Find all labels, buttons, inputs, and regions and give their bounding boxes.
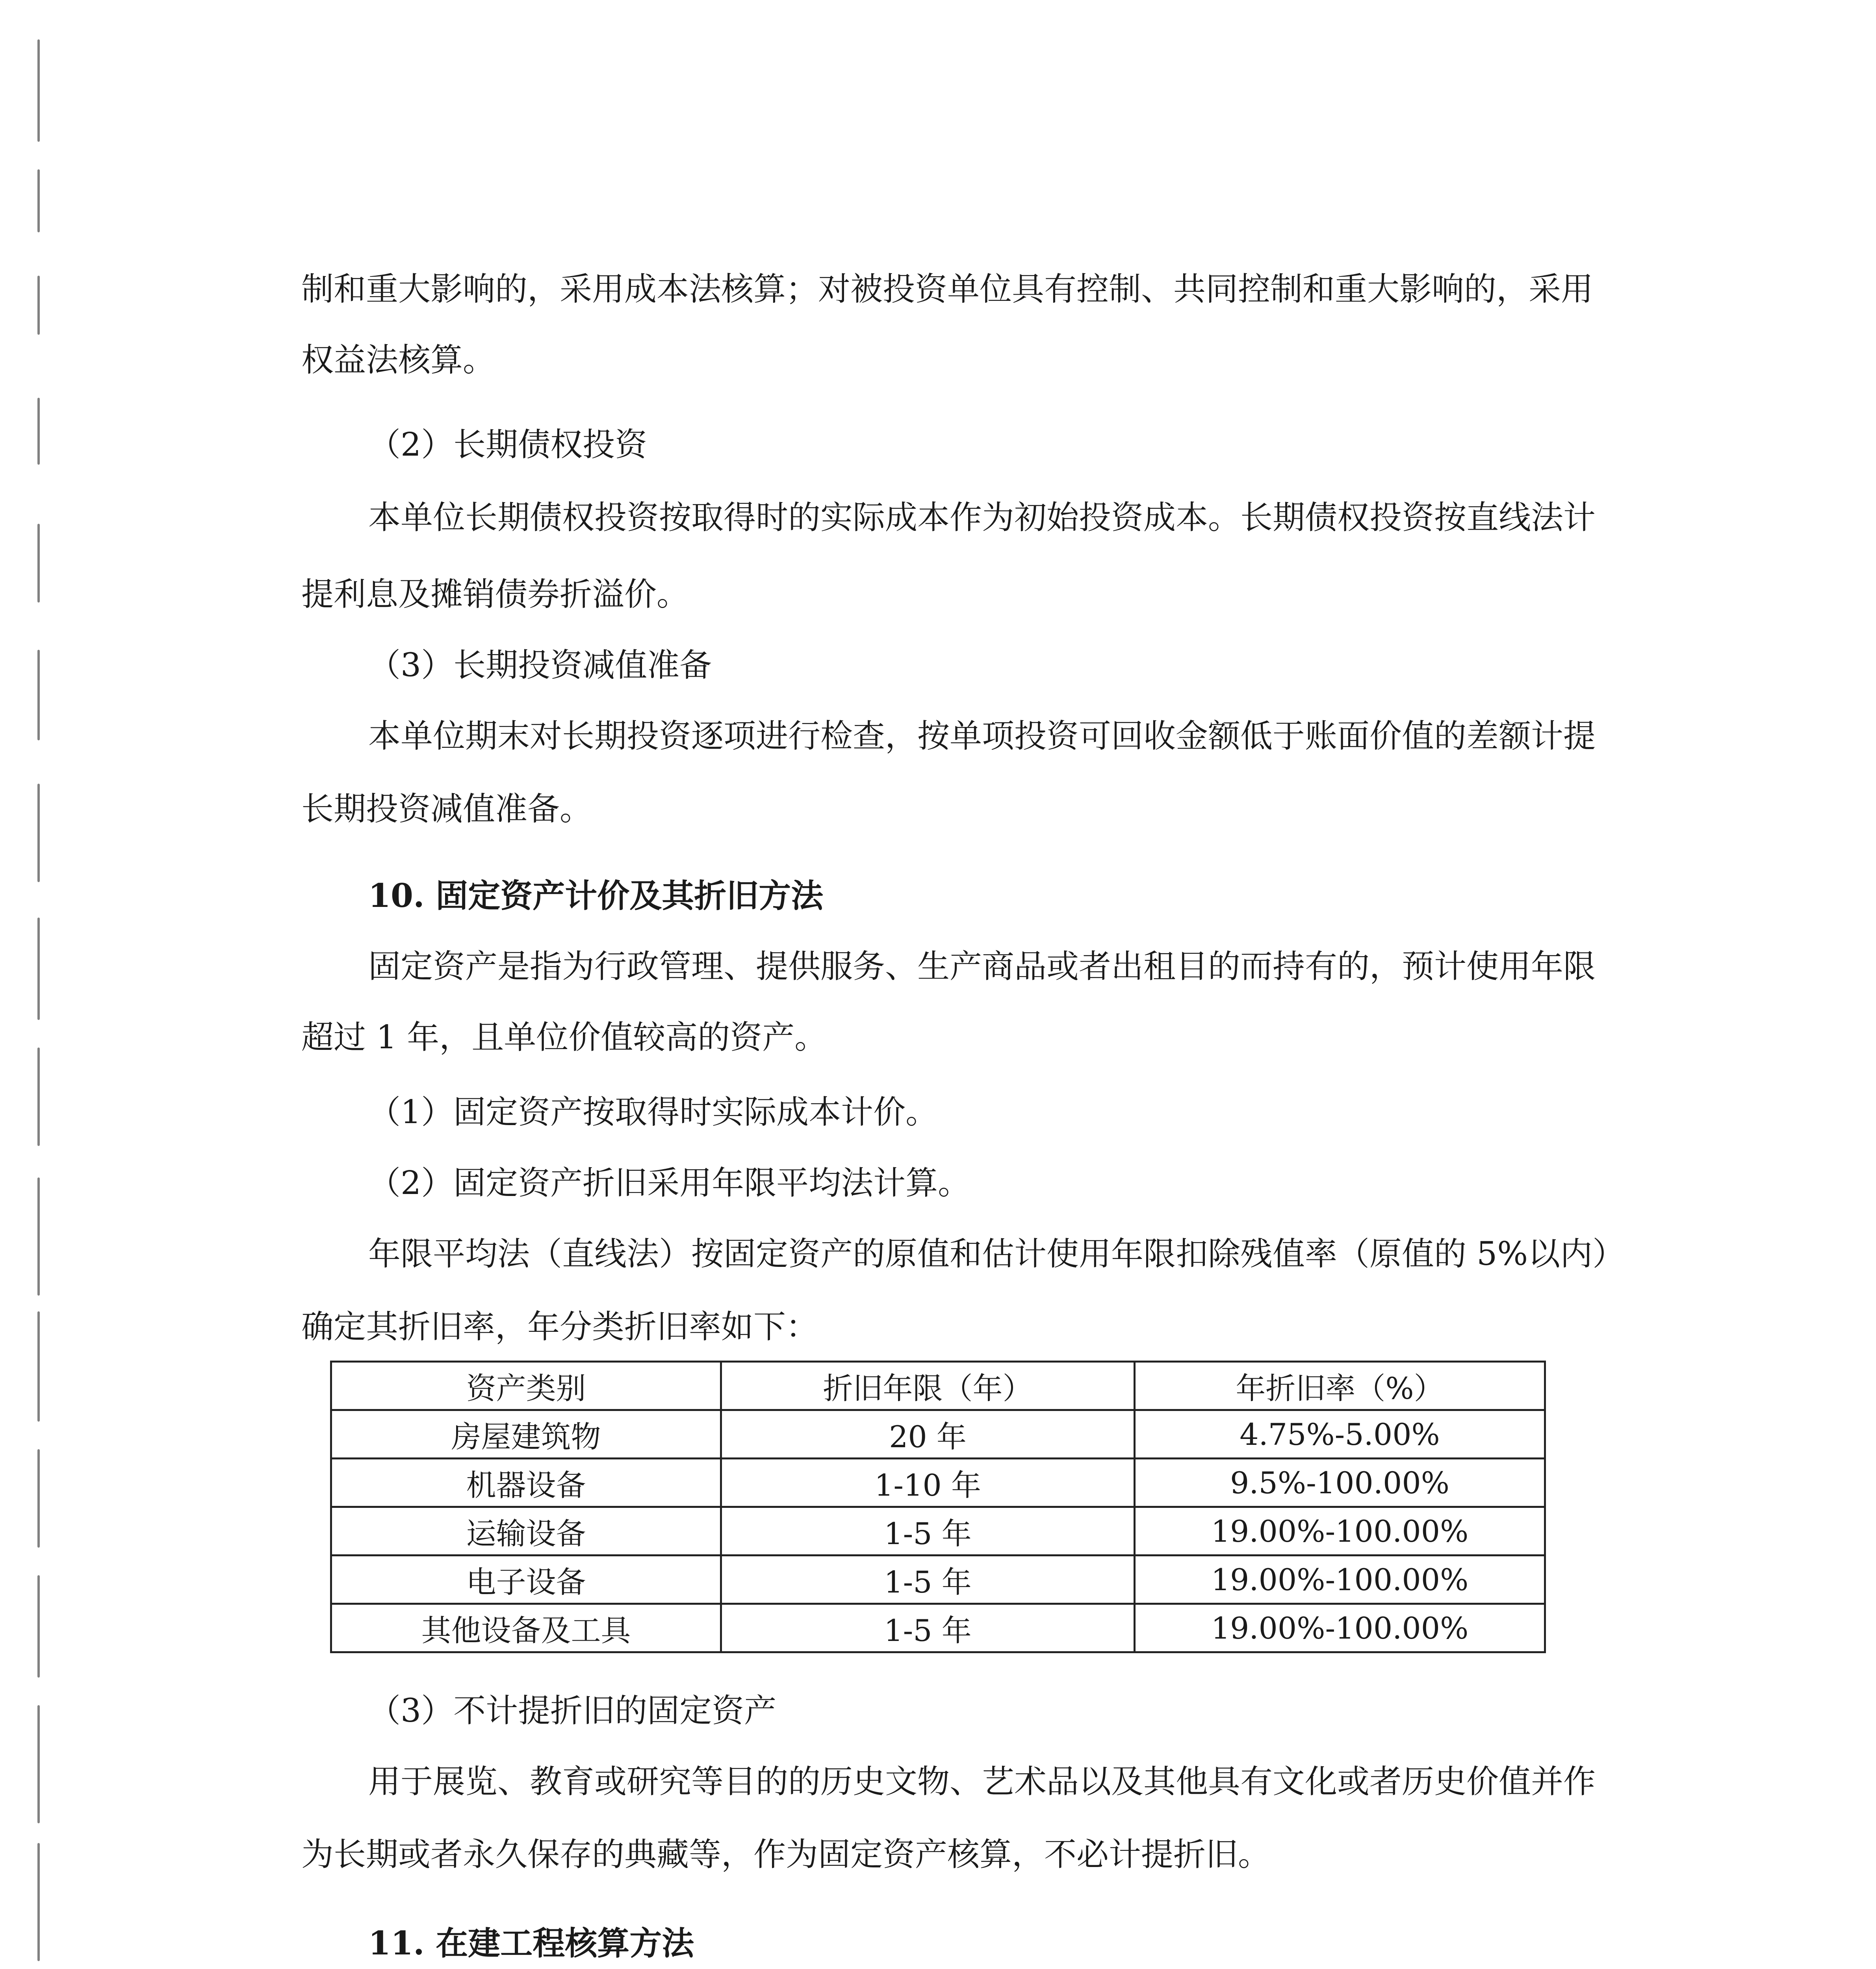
table-row xyxy=(331,1604,1545,1652)
table-cell: 房屋建筑物 xyxy=(331,1410,721,1459)
paragraph: 本单位长期债权投资按取得时的实际成本作为初始投资成本。长期债权投资按直线法计 xyxy=(368,499,1596,536)
table-cell: 1-5 年 xyxy=(721,1604,1135,1652)
table-cell: 4.75%-5.00% xyxy=(1135,1410,1545,1459)
table-cell: 1-10 年 xyxy=(721,1459,1135,1507)
paragraph: 提利息及摊销债券折溢价。 xyxy=(301,576,689,613)
paragraph: 长期投资减值准备。 xyxy=(301,790,592,828)
section-heading: 11. 在建工程核算方法 xyxy=(368,1925,694,1962)
table-cell: 其他设备及工具 xyxy=(331,1604,721,1652)
table-cell: 运输设备 xyxy=(331,1507,721,1556)
table-cell: 19.00%-100.00% xyxy=(1135,1556,1545,1604)
table-cell: 1-5 年 xyxy=(721,1507,1135,1556)
table-header: 年折旧率（%） xyxy=(1135,1362,1545,1410)
paragraph: （1）固定资产按取得时实际成本计价。 xyxy=(368,1094,938,1131)
subheading: （2）长期债权投资 xyxy=(368,426,648,464)
table-row xyxy=(331,1459,1545,1507)
paragraph: 用于展览、教育或研究等目的的历史文物、艺术品以及其他具有文化或者历史价值并作 xyxy=(368,1763,1596,1800)
table-cell: 1-5 年 xyxy=(721,1556,1135,1604)
table-cell: 机器设备 xyxy=(331,1459,721,1507)
section-heading: 10. 固定资产计价及其折旧方法 xyxy=(368,877,824,915)
paragraph: 固定资产是指为行政管理、提供服务、生产商品或者出租目的而持有的，预计使用年限 xyxy=(368,948,1596,985)
paragraph: （2）固定资产折旧采用年限平均法计算。 xyxy=(368,1164,970,1202)
table-cell: 9.5%-100.00% xyxy=(1135,1459,1545,1507)
subheading: （3）不计提折旧的固定资产 xyxy=(368,1692,777,1730)
subheading: （3）长期投资减值准备 xyxy=(368,647,712,684)
paragraph: 确定其折旧率，年分类折旧率如下： xyxy=(301,1308,818,1346)
paragraph: 超过 1 年，且单位价值较高的资产。 xyxy=(301,1019,827,1056)
depreciation-table xyxy=(330,1361,1546,1653)
table-cell: 20 年 xyxy=(721,1410,1135,1459)
paragraph: 权益法核算。 xyxy=(301,341,495,379)
paragraph: 为长期或者永久保存的典藏等，作为固定资产核算，不必计提折旧。 xyxy=(301,1836,1271,1873)
table-cell: 电子设备 xyxy=(331,1556,721,1604)
table-cell: 19.00%-100.00% xyxy=(1135,1604,1545,1652)
paragraph: 本单位期末对长期投资逐项进行检查，按单项投资可回收金额低于账面价值的差额计提 xyxy=(368,718,1596,755)
table-row xyxy=(331,1410,1545,1459)
table-row xyxy=(331,1507,1545,1556)
table-header: 折旧年限（年） xyxy=(721,1362,1135,1410)
table-row xyxy=(331,1556,1545,1604)
paragraph: 年限平均法（直线法）按固定资产的原值和估计使用年限扣除残值率（原值的 5%以内） xyxy=(368,1235,1625,1273)
table-header: 资产类别 xyxy=(331,1362,721,1410)
paragraph: 制和重大影响的，采用成本法核算；对被投资单位具有控制、共同控制和重大影响的，采用 xyxy=(301,271,1594,308)
table-header-row xyxy=(331,1362,1545,1410)
table-cell: 19.00%-100.00% xyxy=(1135,1507,1545,1556)
